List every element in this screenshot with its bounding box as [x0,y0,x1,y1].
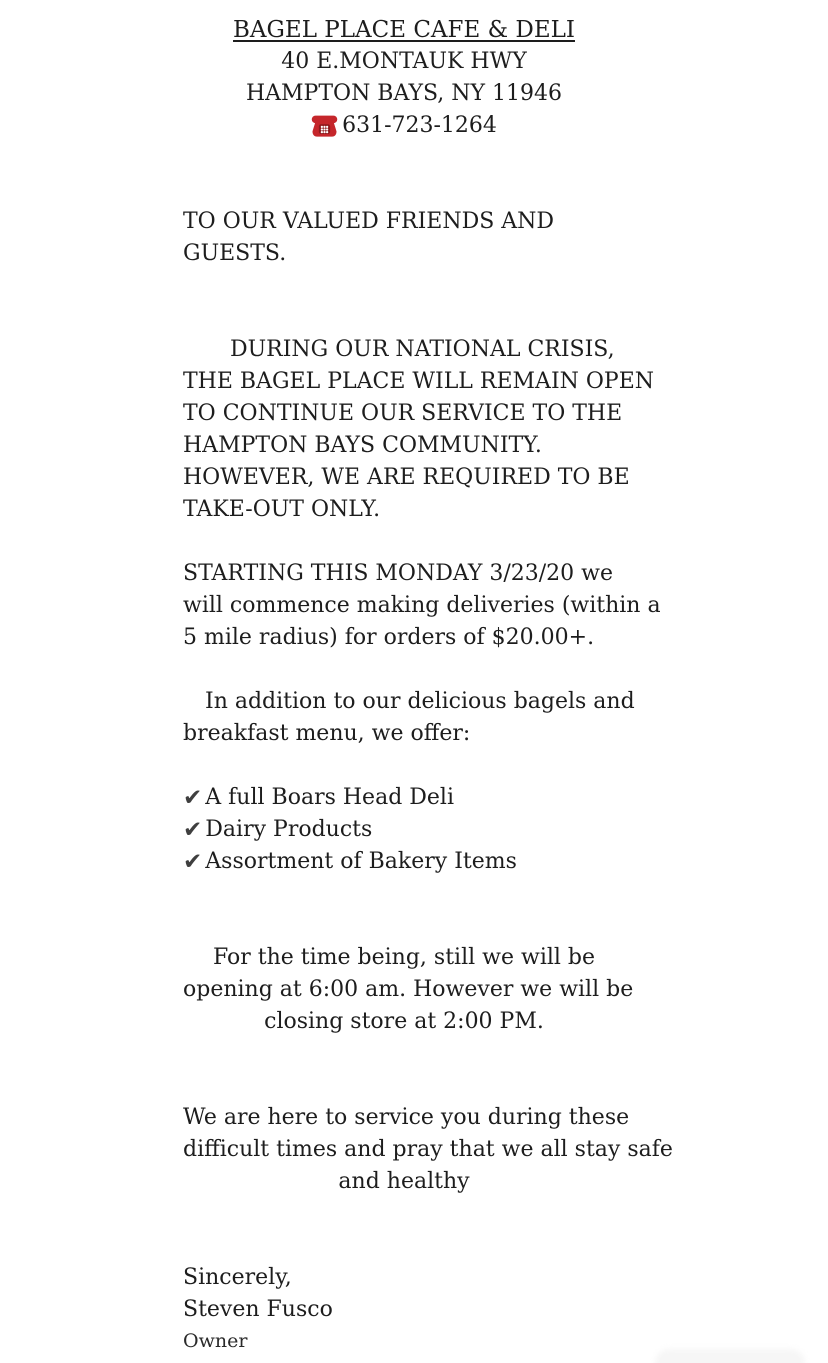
checklist-item-label: Assortment of Bakery Items [205,849,517,874]
bottom-overlay [655,1349,805,1363]
phone-number: 631-723-1264 [342,113,497,138]
checklist-item-label: A full Boars Head Deli [205,785,454,810]
checkmark-icon: ✔ [183,849,203,875]
paragraph-offer [183,686,635,750]
text-line: DURING OUR NATIONAL CRISIS, [230,337,615,362]
text-line: closing store at 2:00 PM. [264,1009,544,1034]
checklist-item [183,814,625,846]
checklist-item [183,782,625,814]
text-line: For the time being, still we will be [212,945,596,970]
letter-content [183,14,673,1356]
text-line: STARTING THIS MONDAY 3/23/20 we [183,561,614,586]
letterhead [183,14,625,142]
checklist-item [183,846,625,878]
text-line: will commence making deliveries (within a [183,593,661,618]
checklist-item-label: Dairy Products [205,817,373,842]
text-line: TO OUR VALUED FRIENDS AND [183,209,555,234]
checkmark-icon: ✔ [183,785,203,811]
paragraph-crisis [183,334,655,526]
text-line: opening at 6:00 am. However we will be [183,977,634,1002]
address-line-2: HAMPTON BAYS, NY 11946 [245,81,563,106]
signature-block [183,1262,625,1356]
address-line-1: 40 E.MONTAUK HWY [281,49,527,74]
paragraph-delivery [183,558,661,654]
checkmark-icon: ✔ [183,817,203,843]
text-line: In addition to our delicious bagels and [205,689,635,714]
text-line: HOWEVER, WE ARE REQUIRED TO BE [183,465,630,490]
signature-title: Owner [183,1330,248,1352]
text-line: difficult times and pray that we all stay safe [183,1137,673,1162]
paragraph-closing [183,1102,673,1198]
phone-line [183,110,625,142]
business-name: BAGEL PLACE CAFE & DELI [233,17,575,43]
text-line: 5 mile radius) for orders of $20.00+. [183,625,595,650]
signature-closing: Sincerely, [183,1265,292,1290]
signature-name: Steven Fusco [183,1297,333,1322]
text-line: TO CONTINUE OUR SERVICE TO THE [183,401,623,426]
telephone-icon [311,114,338,139]
text-line: breakfast menu, we offer: [183,721,471,746]
text-line: TAKE-OUT ONLY. [183,497,381,522]
text-line: and healthy [338,1169,470,1194]
text-line: We are here to service you during these [183,1105,630,1130]
text-line: HAMPTON BAYS COMMUNITY. [183,433,542,458]
paragraph-hours [183,942,634,1038]
salutation [183,206,625,270]
checklist [183,782,625,878]
text-line: GUESTS. [183,241,287,266]
text-line: THE BAGEL PLACE WILL REMAIN OPEN [183,369,655,394]
